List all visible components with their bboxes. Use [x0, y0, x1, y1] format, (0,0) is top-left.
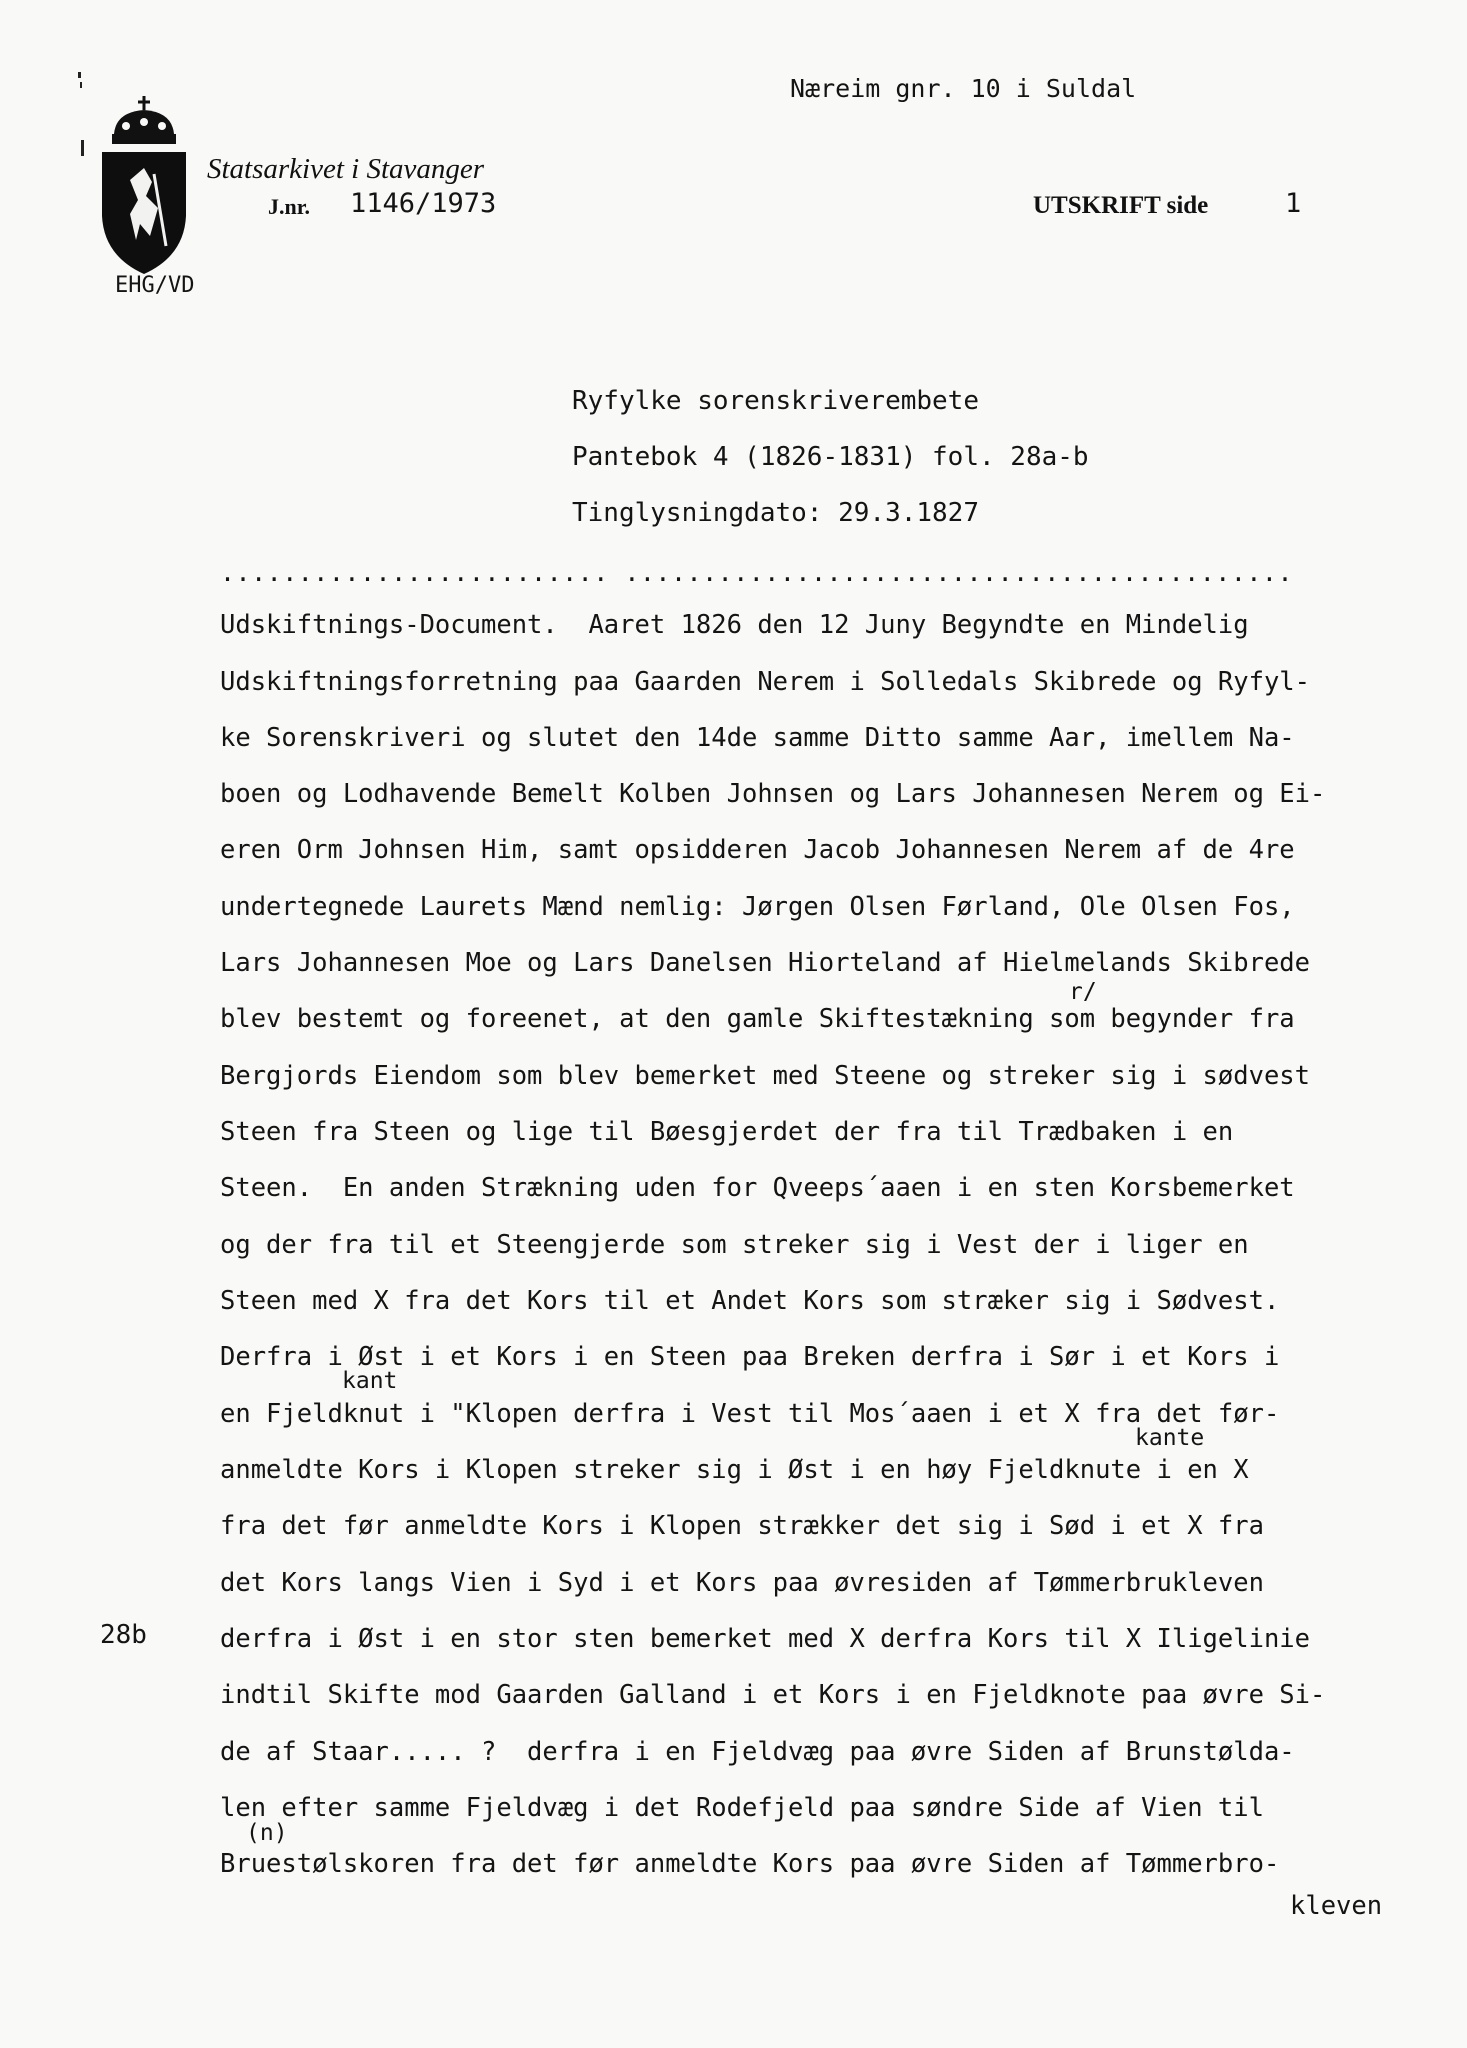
body-line: Bruestølskoren fra det før anmeldte Kors paa øvre Siden af Tømmerbro- — [220, 1849, 1280, 1879]
continuation-word: kleven — [1290, 1891, 1383, 1921]
body-line: len efter samme Fjeldvæg i det Rodefjeld paa søndre Side af Vien til — [220, 1793, 1264, 1823]
body-line: Udskiftningsforretning paa Gaarden Nerem i Solledals Skibrede og Ryfyl- — [220, 667, 1311, 697]
mortgage-book-reference: Pantebok 4 (1826-1831) fol. 28a-b — [572, 442, 1089, 472]
body-line: blev bestemt og foreenet, at den gamle Skiftestækning som begynder fra — [220, 1004, 1295, 1034]
journal-number-label: J.nr. — [268, 194, 310, 219]
interlinear-insert: (n) — [246, 1820, 288, 1846]
body-line: Steen fra Steen og lige til Bøesgjerdet der fra til Trædbaken i en — [220, 1117, 1234, 1147]
body-line: en Fjeldknut i "Klopen derfra i Vest til Mos´aaen i et X fra det før- — [220, 1399, 1280, 1429]
body-line: undertegnede Laurets Mænd nemlig: Jørgen Olsen Førland, Ole Olsen Fos, — [220, 892, 1295, 922]
body-line: det Kors langs Vien i Syd i et Kors paa øvresiden af Tømmerbrukleven — [220, 1568, 1264, 1598]
body-line: Derfra i Øst i et Kors i en Steen paa Breken derfra i Sør i et Kors i — [220, 1342, 1280, 1372]
body-line: Steen. En anden Strækning uden for Qveeps´aaen i en sten Korsbemerket — [220, 1173, 1295, 1203]
body-line: fra det før anmeldte Kors i Klopen strækker det sig i Sød i et X fra — [220, 1511, 1264, 1541]
body-line: indtil Skifte mod Gaarden Galland i et Kors i en Fjeldknote paa øvre Si- — [220, 1680, 1326, 1710]
transcript-label: UTSKRIFT side — [1033, 192, 1209, 219]
body-line: og der fra til et Steengjerde som streker sig i Vest der i liger en — [220, 1230, 1249, 1260]
body-line: derfra i Øst i en stor sten bemerket med X derfra Kors til X Iligelinie — [220, 1624, 1311, 1654]
farm-title: Næreim gnr. 10 i Suldal — [790, 74, 1137, 103]
interlinear-insert: kant — [342, 1368, 398, 1394]
body-line: anmeldte Kors i Klopen streker sig i Øst i en høy Fjeldknute i en X — [220, 1455, 1249, 1485]
body-line: de af Staar..... ? derfra i en Fjeldvæg paa øvre Siden af Brunstølda- — [220, 1737, 1295, 1767]
scan-mark — [81, 140, 84, 156]
body-line: Steen med X fra det Kors til et Andet Kors som stræker sig i Sødvest. — [220, 1286, 1280, 1316]
coat-of-arms-icon — [96, 96, 192, 276]
body-line: eren Orm Johnsen Him, samt opsidderen Jacob Johannesen Nerem af de 4re — [220, 835, 1295, 865]
page-number: 1 — [1285, 188, 1302, 219]
signature-initials: EHG/VD — [115, 273, 195, 298]
margin-folio-note: 28b — [100, 1620, 147, 1650]
registration-date: Tinglysningdato: 29.3.1827 — [572, 498, 979, 528]
body-line: Lars Johannesen Moe og Lars Danelsen Hiorteland af Hielmelands Skibrede — [220, 948, 1311, 978]
journal-number-value: 1146/1973 — [350, 188, 497, 219]
dotted-separator: ......................... ........................................... — [220, 558, 1294, 587]
archive-name: Statsarkivet i Stavanger — [207, 153, 485, 185]
interlinear-insert: kante — [1135, 1425, 1205, 1451]
scan-mark — [78, 72, 81, 78]
body-line: boen og Lodhavende Bemelt Kolben Johnsen og Lars Johannesen Nerem og Ei- — [220, 779, 1326, 809]
interlinear-insert: r/ — [1069, 979, 1097, 1005]
scan-mark — [80, 82, 82, 88]
body-line: Udskiftnings-Document. Aaret 1826 den 12 Juny Begyndte en Mindelig — [220, 610, 1249, 640]
body-line: ke Sorenskriveri og slutet den 14de samme Ditto samme Aar, imellem Na- — [220, 723, 1295, 753]
court-office: Ryfylke sorenskriverembete — [572, 386, 979, 416]
body-line: Bergjords Eiendom som blev bemerket med Steene og streker sig i sødvest — [220, 1061, 1311, 1091]
